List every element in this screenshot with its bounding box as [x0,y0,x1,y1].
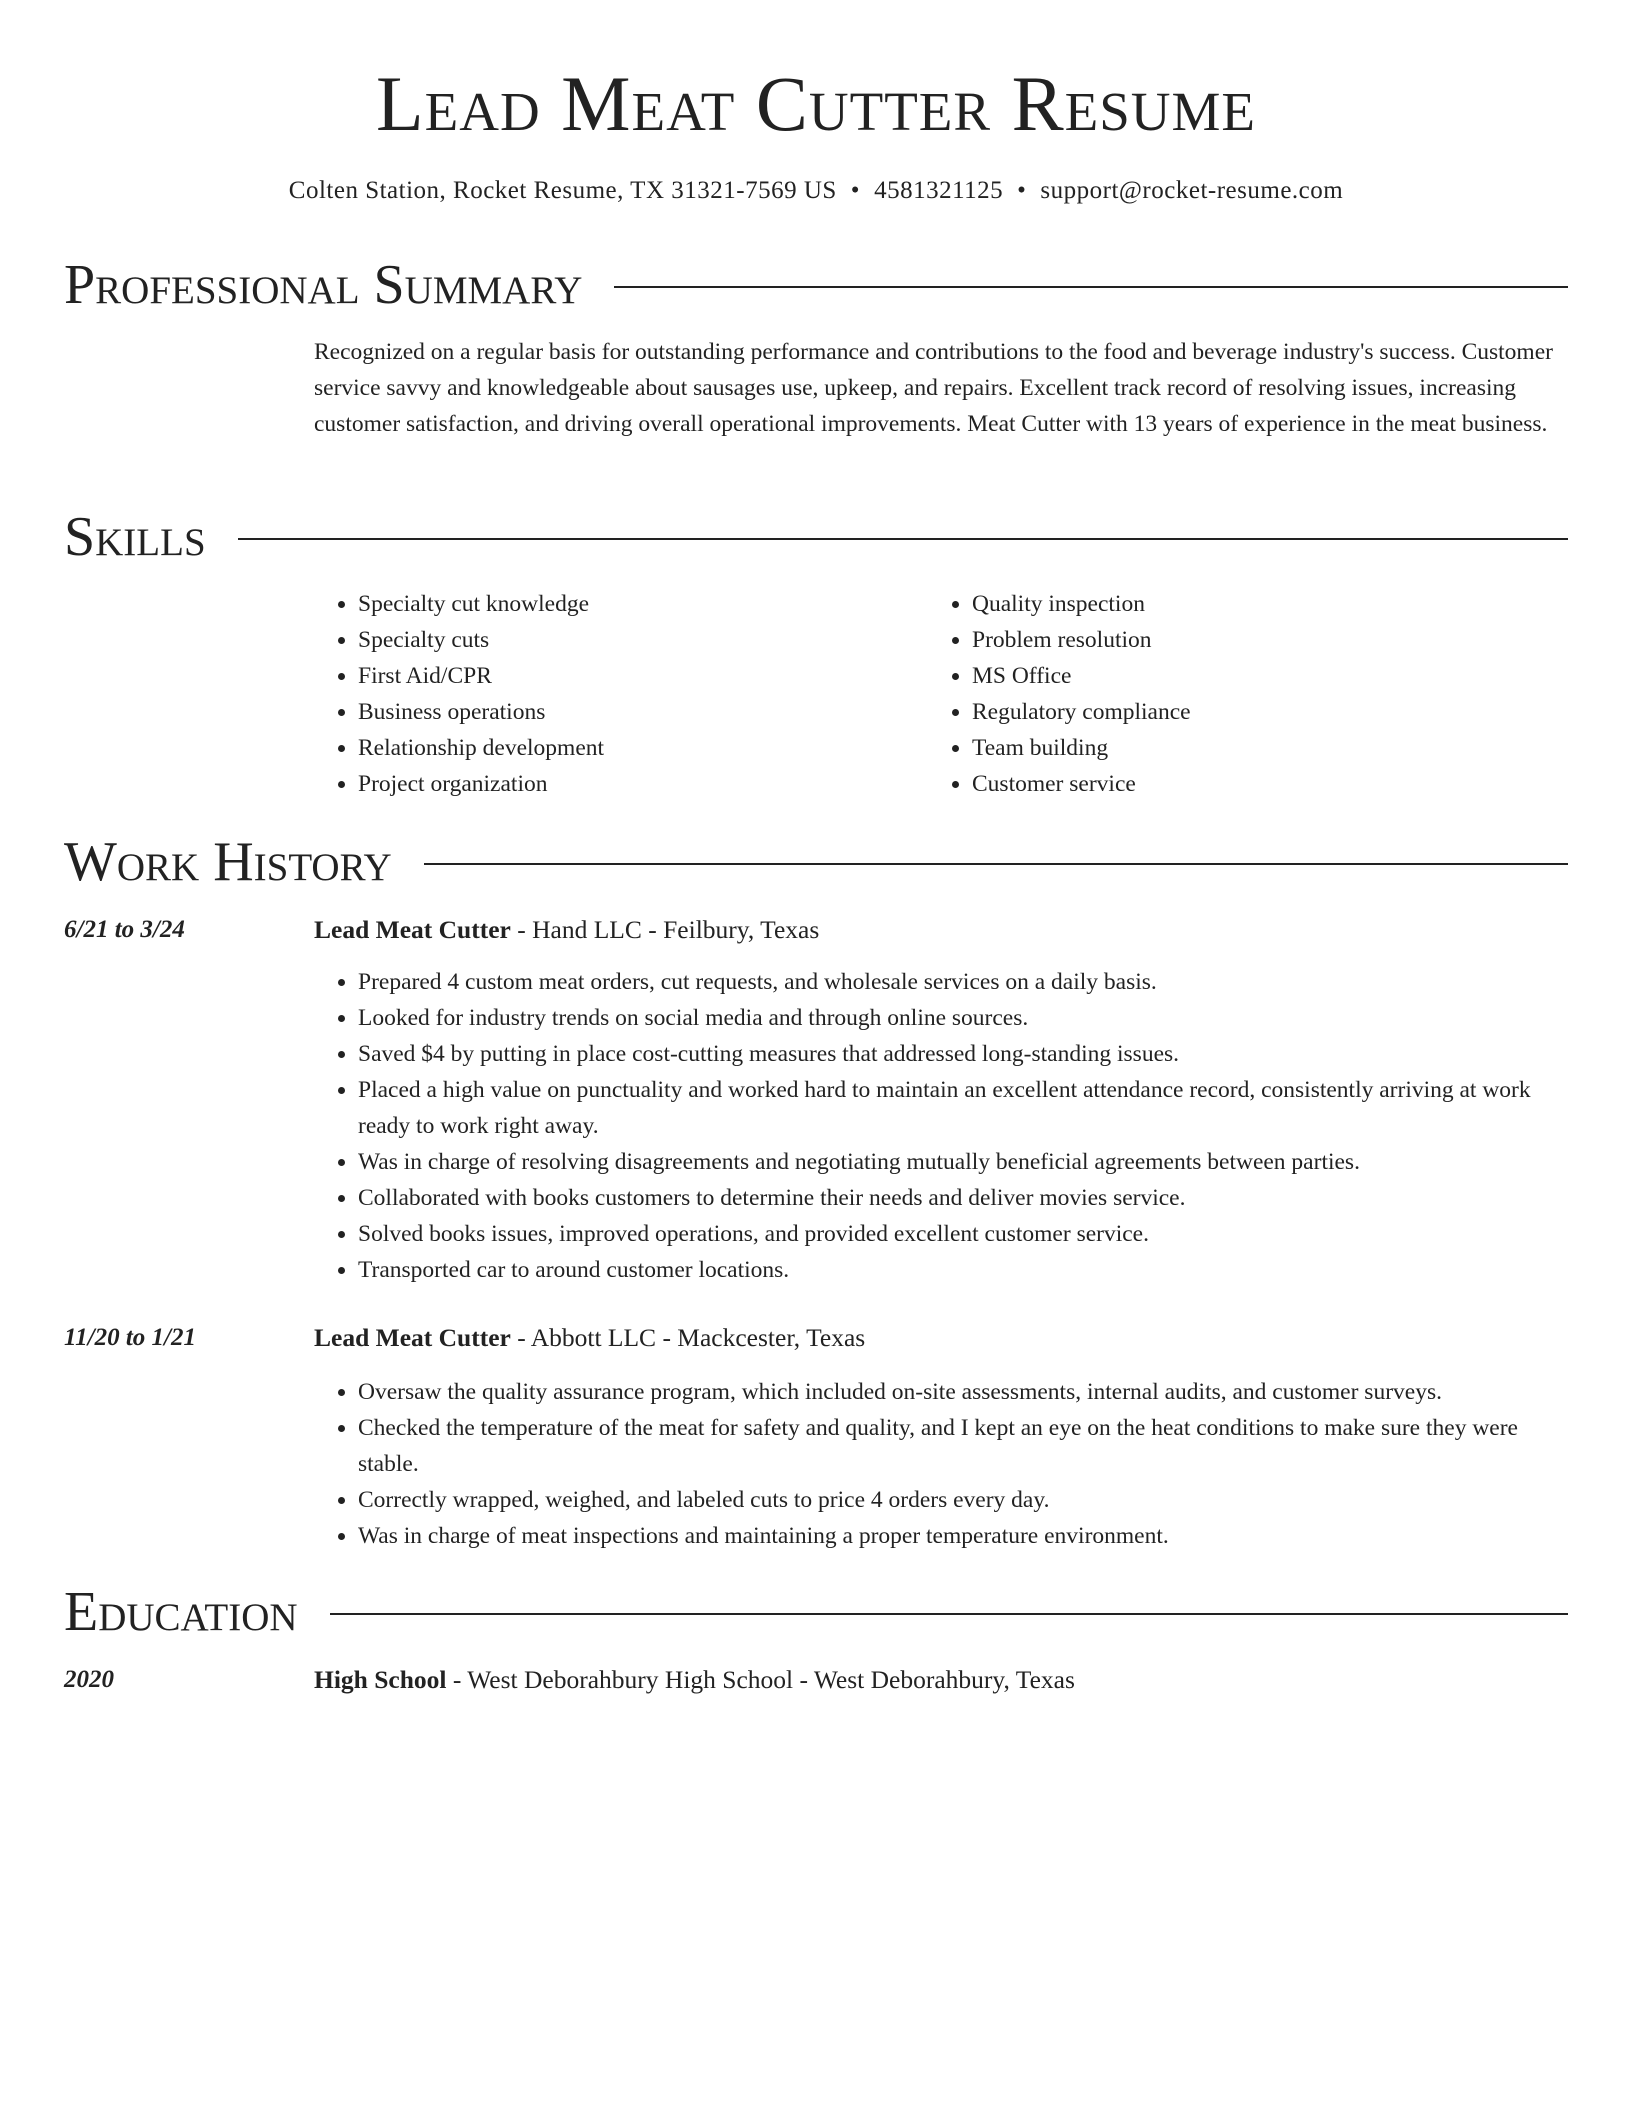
contact-separator: • [1017,177,1027,204]
work-heading: Work History [64,831,392,893]
contact-separator: • [850,177,861,204]
skill-item: • Regulatory compliance [972,694,1528,730]
skill-item: • Customer service [972,766,1528,802]
job-dates: 6/21 to 3/24 [64,916,185,943]
job-bullet: • Oversaw the quality assurance program, which included on-site assessments, internal audits, and customer surveys. [358,1374,1568,1410]
job-bullet: • Transported car to around customer locations. [358,1252,1568,1288]
job-header [314,1320,1568,1356]
education-degree: High School [314,1665,447,1694]
job-bullet: • Checked the temperature of the meat for safety and quality, and I kept an eye on the heat conditions to make sure they were stable. [358,1410,1568,1482]
summary-section-header [64,253,1568,317]
job-bullets [314,1374,1568,1554]
skills-list-right [928,586,1528,802]
summary-heading: Professional Summary [64,254,583,316]
skill-item: • Quality inspection [972,586,1528,622]
job-header [314,912,1568,948]
summary-text: Recognized on a regular basis for outstanding performance and contributions to the food and beverage industry's success. Customer service savvy and knowledgeable about sausages use, upkeep, and repairs. Excellent track record of resolving issues, increasing customer satisfaction, and driving overall operational improvements. Meat Cutter with 13 years of experience in the meat business. [314,339,1553,437]
job-title: Lead Meat Cutter [314,915,511,944]
skill-item: • Relationship development [358,730,914,766]
contact-phone: 4581321125 [874,177,1004,204]
job-title: Lead Meat Cutter [314,1323,511,1352]
skill-item: • Specialty cut knowledge [358,586,914,622]
section-divider [424,863,1568,865]
job-bullet: • Was in charge of meat inspections and maintaining a proper temperature environment. [358,1518,1568,1554]
section-divider [330,1613,1568,1615]
resume-title: Lead Meat Cutter Resume [376,60,1256,147]
education-section-header [64,1580,1568,1644]
job-bullet: • Solved books issues, improved operations, and provided excellent customer service. [358,1216,1568,1252]
section-divider [614,286,1568,288]
skill-item: • Problem resolution [972,622,1528,658]
job-bullet: • Looked for industry trends on social media and through online sources. [358,1000,1568,1036]
education-entry [314,1662,1568,1698]
skill-item: • Business operations [358,694,914,730]
job-bullet: • Collaborated with books customers to determine their needs and deliver movies service. [358,1180,1568,1216]
skills-heading: Skills [64,506,206,568]
skill-item: • Specialty cuts [358,622,914,658]
job-bullet: • Was in charge of resolving disagreements and negotiating mutually beneficial agreements between parties. [358,1144,1568,1180]
section-divider [238,538,1568,540]
education-details: - West Deborahbury High School - West Deborahbury, Texas [446,1665,1075,1694]
contact-address: Colten Station, Rocket Resume, TX 31321-7569 US [288,177,837,204]
skill-item: • MS Office [972,658,1528,694]
job-dates: 11/20 to 1/21 [64,1324,196,1351]
job-bullet: • Saved $4 by putting in place cost-cutting measures that addressed long-standing issues. [358,1036,1568,1072]
skills-section-header [64,505,1568,569]
skills-left-column [314,586,914,802]
job-details: - Hand LLC - Feilbury, Texas [510,915,820,944]
skill-item: • First Aid/CPR [358,658,914,694]
contact-email: support@rocket-resume.com [1040,177,1344,204]
education-heading: Education [64,1581,298,1643]
education-year: 2020 [64,1666,114,1693]
job-details: - Abbott LLC - Mackcester, Texas [510,1323,866,1352]
contact-line [0,174,1632,208]
skill-item: • Project organization [358,766,914,802]
skill-item: • Team building [972,730,1528,766]
job-bullet: • Correctly wrapped, weighed, and labeled cuts to price 4 orders every day. [358,1482,1568,1518]
job-bullet: • Placed a high value on punctuality and worked hard to maintain an excellent attendance record, consistently arriving at work ready to work right away. [358,1072,1568,1144]
work-section-header [64,830,1568,894]
job-bullets [314,964,1568,1288]
skills-right-column [928,586,1528,802]
job-bullet: • Prepared 4 custom meat orders, cut requests, and wholesale services on a daily basis. [358,964,1568,1000]
skills-list-left [314,586,914,802]
